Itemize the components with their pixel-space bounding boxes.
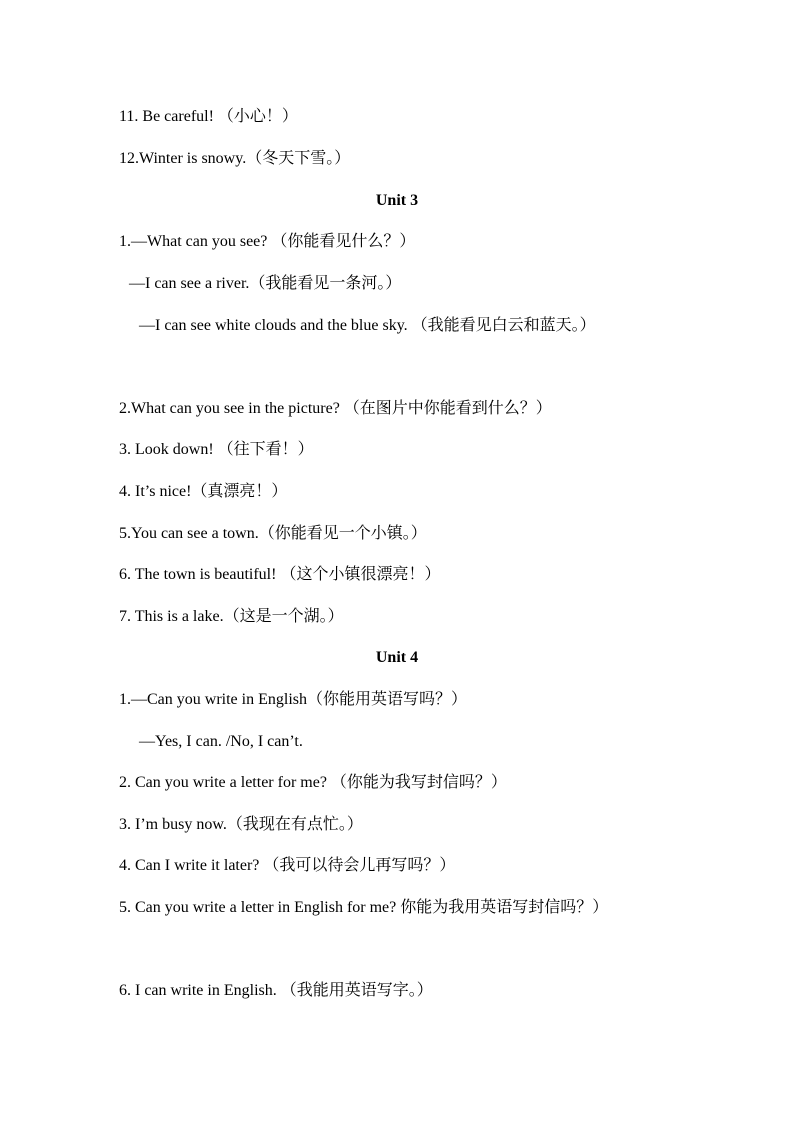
unit-4-heading: Unit 4 bbox=[375, 649, 419, 666]
unit3-sentence-7: 7. This is a lake.（这是一个湖。） bbox=[119, 608, 344, 625]
unit4-sentence-6: 6. I can write in English. （我能用英语写字。） bbox=[119, 982, 433, 999]
unit3-sentence-4: 4. It’s nice!（真漂亮！） bbox=[119, 483, 288, 500]
unit4-sentence-1: 1.—Can you write in English（你能用英语写吗？） bbox=[119, 691, 467, 708]
unit3-sentence-1: 1.—What can you see? （你能看见什么？） bbox=[119, 233, 416, 250]
unit4-answer-1: —Yes, I can. /No, I can’t. bbox=[139, 733, 303, 750]
unit3-answer-1a: —I can see a river.（我能看见一条河。） bbox=[129, 275, 402, 292]
unit3-answer-1b: —I can see white clouds and the blue sky. （我能看见白云和蓝天。） bbox=[139, 317, 596, 334]
unit-3-heading: Unit 3 bbox=[375, 192, 419, 209]
unit4-sentence-5: 5. Can you write a letter in English for me? 你能为我用英语写封信吗？） bbox=[119, 899, 609, 916]
unit3-sentence-2: 2.What can you see in the picture? （在图片中你能看到什么？） bbox=[119, 400, 552, 417]
unit4-sentence-2: 2. Can you write a letter for me? （你能为我写封信吗？） bbox=[119, 774, 507, 791]
sentence-12: 12.Winter is snowy.（冬天下雪。） bbox=[119, 150, 351, 167]
sentence-11: 11. Be careful! （小心！） bbox=[119, 108, 298, 125]
unit3-sentence-5: 5.You can see a town.（你能看见一个小镇。） bbox=[119, 525, 427, 542]
unit4-sentence-4: 4. Can I write it later? （我可以待会儿再写吗？） bbox=[119, 857, 456, 874]
unit4-sentence-3: 3. I’m busy now.（我现在有点忙。） bbox=[119, 816, 363, 833]
unit3-sentence-3: 3. Look down! （往下看！） bbox=[119, 441, 314, 458]
unit3-sentence-6: 6. The town is beautiful! （这个小镇很漂亮！） bbox=[119, 566, 441, 583]
